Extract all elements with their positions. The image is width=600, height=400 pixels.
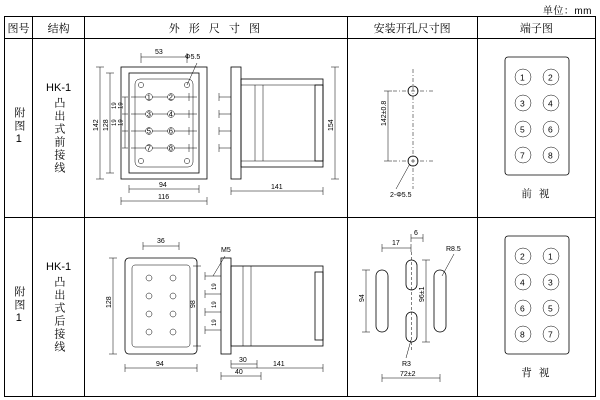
svg-text:154: 154 [328,119,336,131]
svg-text:8: 8 [547,150,553,161]
svg-text:R3: R3 [401,361,411,368]
row1-outline-drawing [85,39,347,217]
svg-text:1: 1 [146,92,152,102]
svg-text:94: 94 [358,294,366,302]
svg-text:7: 7 [519,150,525,161]
svg-text:19: 19 [118,102,125,109]
svg-text:17: 17 [391,240,400,247]
svg-text:36: 36 [157,238,165,245]
svg-text:19: 19 [112,102,119,109]
svg-text:72±2: 72±2 [399,371,416,378]
svg-text:3: 3 [547,277,553,288]
row1-cell-terminal [477,39,595,218]
row1-struct-label: 凸出式前接线 [52,96,65,175]
svg-text:94: 94 [159,182,167,189]
svg-text:19: 19 [118,119,125,126]
dimension-table [4,16,596,397]
svg-text:128: 128 [103,119,111,131]
header-cell-no: 图号 [5,17,33,39]
svg-text:116: 116 [158,194,170,201]
svg-text:40: 40 [235,369,243,376]
svg-text:2: 2 [519,251,525,262]
svg-text:6: 6 [168,126,174,136]
svg-text:2: 2 [547,72,553,83]
svg-text:142±0.8: 142±0.8 [380,100,388,126]
svg-text:5: 5 [519,124,525,135]
svg-text:19: 19 [212,283,219,290]
row2-figure-number: 附图1 [12,285,25,326]
svg-text:2: 2 [168,92,174,102]
svg-text:1: 1 [547,251,553,262]
row1-figure-number: 附图1 [12,106,25,147]
header-cell-outline: 外 形 尺 寸 图 [85,17,347,39]
table-body [5,39,596,397]
svg-text:3: 3 [519,98,525,109]
svg-text:98: 98 [190,300,198,308]
svg-text:19: 19 [112,119,119,126]
svg-text:141: 141 [271,184,283,191]
row1-cell-struct [33,39,85,218]
svg-text:96±1: 96±1 [418,286,426,302]
svg-text:5: 5 [547,303,553,314]
svg-text:5: 5 [146,126,152,136]
svg-text:6: 6 [413,230,418,237]
svg-text:128: 128 [106,296,114,308]
header-cell-mount: 安装开孔尺寸图 [347,17,477,39]
svg-text:4: 4 [168,109,174,119]
row2-cell-no [5,218,33,397]
svg-text:M5: M5 [221,247,231,254]
svg-text:4: 4 [547,98,553,109]
svg-text:6: 6 [519,303,525,314]
svg-text:4: 4 [519,277,525,288]
table-header [5,17,596,39]
svg-text:6: 6 [547,124,553,135]
row2-outline-drawing [85,218,347,396]
svg-text:2-Φ5.5: 2-Φ5.5 [389,192,412,199]
svg-text:8: 8 [519,329,525,340]
row2-cell-outline [85,218,347,397]
svg-text:141: 141 [273,361,285,368]
svg-text:19: 19 [212,319,219,326]
svg-text:3: 3 [146,109,152,119]
svg-text:7: 7 [547,329,553,340]
header-cell-term: 端子图 [477,17,595,39]
svg-text:1: 1 [519,72,525,83]
table-row [5,39,596,218]
row2-cell-terminal [477,218,595,397]
row2-struct-label: 凸出式后接线 [52,275,65,354]
row2-mount-drawing [348,218,478,396]
row1-mount-drawing [348,39,478,217]
row2-cell-mount [347,218,477,397]
row2-model-label: HK-1 [46,260,72,273]
svg-text:8: 8 [168,143,174,153]
row2-terminal-view-label: 背 视 [521,367,552,379]
svg-text:142: 142 [93,119,101,131]
header-row [5,17,596,39]
svg-text:30: 30 [239,357,247,364]
row1-terminal-view-label: 前 视 [521,188,552,200]
row1-cell-mount [347,39,477,218]
svg-text:94: 94 [156,361,164,368]
svg-text:Φ5.5: Φ5.5 [185,54,201,61]
svg-text:19: 19 [212,301,219,308]
row1-cell-no [5,39,33,218]
svg-text:R8.5: R8.5 [445,246,461,253]
row1-cell-outline [85,39,347,218]
unit-note: 单位：mm [542,6,592,17]
header-cell-struct: 结构 [33,17,85,39]
row1-model-label: HK-1 [46,81,72,94]
table-row [5,218,596,397]
row2-cell-struct [33,218,85,397]
svg-text:7: 7 [146,143,152,153]
svg-text:53: 53 [155,49,163,56]
